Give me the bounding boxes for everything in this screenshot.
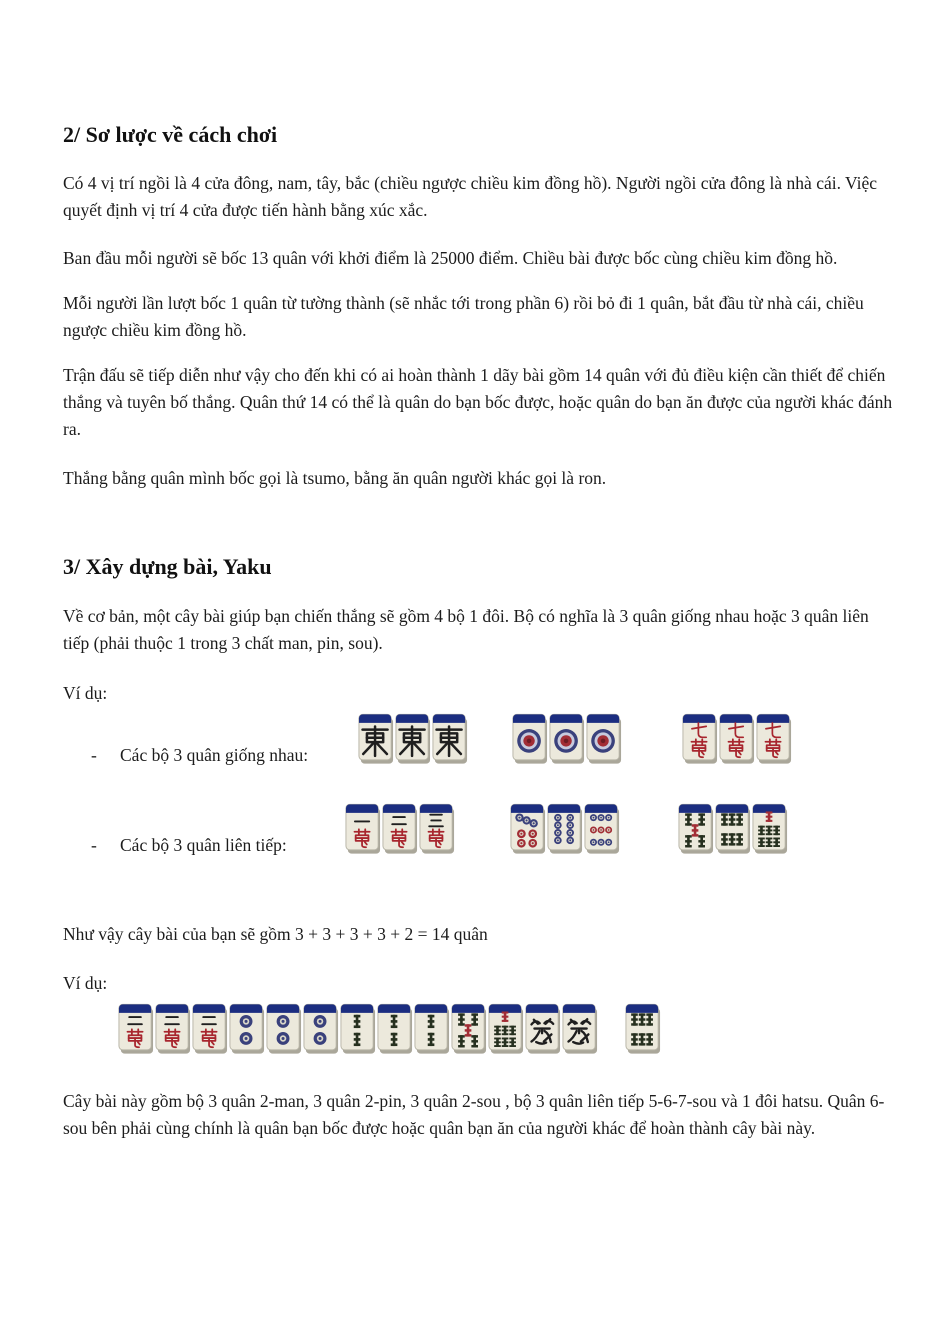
tile-7m bbox=[682, 713, 718, 765]
tile-7s bbox=[488, 1003, 524, 1055]
tile-5s bbox=[678, 803, 714, 855]
tile-2m bbox=[118, 1003, 154, 1055]
tile-group-man-run bbox=[345, 803, 455, 855]
paragraph: Về cơ bản, một cây bài giúp bạn chiến thắng sẽ gồm 4 bộ 1 đôi. Bộ có nghĩa là 3 quân giống nhau hoặc 3 quân liên tiếp (phải thuộc 1 trong 3 chất man, pin, sou). bbox=[63, 606, 869, 653]
tile-7p bbox=[510, 803, 546, 855]
tile-8p bbox=[547, 803, 583, 855]
run-triplets-row bbox=[63, 803, 893, 869]
tile-1p bbox=[586, 713, 622, 765]
tile-2p bbox=[266, 1003, 302, 1055]
tile-group-pin-run bbox=[510, 803, 620, 855]
tile-2p bbox=[303, 1003, 339, 1055]
tile-5s bbox=[451, 1003, 487, 1055]
bullet-dash: - bbox=[91, 745, 97, 765]
tile-2m bbox=[192, 1003, 228, 1055]
example-label: Ví dụ: bbox=[63, 973, 108, 993]
tile-2s bbox=[377, 1003, 413, 1055]
tile-hatsu bbox=[525, 1003, 561, 1055]
tile-2s bbox=[414, 1003, 450, 1055]
same-triplets-row bbox=[63, 713, 893, 779]
tile-6s bbox=[715, 803, 751, 855]
paragraph: Thắng bằng quân mình bốc gọi là tsumo, bằng ăn quân người khác gọi là ron. bbox=[63, 468, 607, 488]
tile-east bbox=[358, 713, 394, 765]
section-2-heading: 2/ Sơ lược về cách chơi bbox=[63, 122, 278, 147]
tile-east bbox=[432, 713, 468, 765]
bullet-dash: - bbox=[91, 835, 97, 855]
tile-group-7man-triplet bbox=[682, 713, 792, 765]
paragraph: Ban đầu mỗi người sẽ bốc 13 quân với khởi điểm là 25000 điểm. Chiều bài được bốc cùng chiều kim đồng hồ. bbox=[63, 248, 838, 268]
tile-1p bbox=[512, 713, 548, 765]
tile-7m bbox=[756, 713, 792, 765]
hand-main-tiles bbox=[118, 1003, 598, 1055]
example-hand-row bbox=[63, 1003, 893, 1069]
tile-2m bbox=[382, 803, 418, 855]
tile-3m bbox=[419, 803, 455, 855]
tile-2s bbox=[340, 1003, 376, 1055]
tile-group-sou-run bbox=[678, 803, 788, 855]
tile-hatsu bbox=[562, 1003, 598, 1055]
sum-line: Như vậy cây bài của bạn sẽ gồm 3 + 3 + 3 + 3 + 2 = 14 quân bbox=[63, 924, 488, 944]
tile-7m bbox=[719, 713, 755, 765]
tile-group-east-triplet bbox=[358, 713, 468, 765]
tile-east bbox=[395, 713, 431, 765]
bullet-label: Các bộ 3 quân giống nhau: bbox=[120, 745, 309, 765]
document-content bbox=[63, 122, 893, 1142]
tile-7s bbox=[752, 803, 788, 855]
tile-6s bbox=[625, 1003, 661, 1055]
tile-1m bbox=[345, 803, 381, 855]
tile-group-1pin-triplet bbox=[512, 713, 622, 765]
hand-drawn-tile bbox=[625, 1003, 661, 1055]
tile-2m bbox=[155, 1003, 191, 1055]
paragraph: Có 4 vị trí ngồi là 4 cửa đông, nam, tây, bắc (chiều ngược chiều kim đồng hồ). Người ngồi cửa đông là nhà cái. Việc quyết định vị trí 4 cửa được tiến hành bằng xúc xắc. bbox=[63, 173, 878, 220]
section-3-heading: 3/ Xây dựng bài, Yaku bbox=[63, 554, 272, 579]
tile-1p bbox=[549, 713, 585, 765]
tile-2p bbox=[229, 1003, 265, 1055]
paragraph: Trận đấu sẽ tiếp diễn như vậy cho đến khi có ai hoàn thành 1 dãy bài gồm 14 quân với đủ điều kiện cần thiết để chiến thắng và tuyên bố thắng. Quân thứ 14 có thể là quân do bạn bốc được, hoặc quân do bạn ăn được của người khác đánh ra. bbox=[63, 365, 893, 439]
tile-9p bbox=[584, 803, 620, 855]
example-label: Ví dụ: bbox=[63, 683, 108, 703]
bullet-label: Các bộ 3 quân liên tiếp: bbox=[120, 835, 287, 855]
paragraph: Cây bài này gồm bộ 3 quân 2-man, 3 quân 2-pin, 3 quân 2-sou , bộ 3 quân liên tiếp 5-6-7-sou và 1 đôi hatsu. Quân 6-sou bên phải cùng chính là quân bạn bốc được hoặc quân bạn ăn của người khác để hoàn thành cây bài này. bbox=[63, 1091, 885, 1138]
paragraph: Mỗi người lần lượt bốc 1 quân từ tường thành (sẽ nhắc tới trong phần 6) rồi bỏ đi 1 quân, bắt đầu từ nhà cái, chiều ngược chiều kim đồng hồ. bbox=[63, 293, 864, 340]
